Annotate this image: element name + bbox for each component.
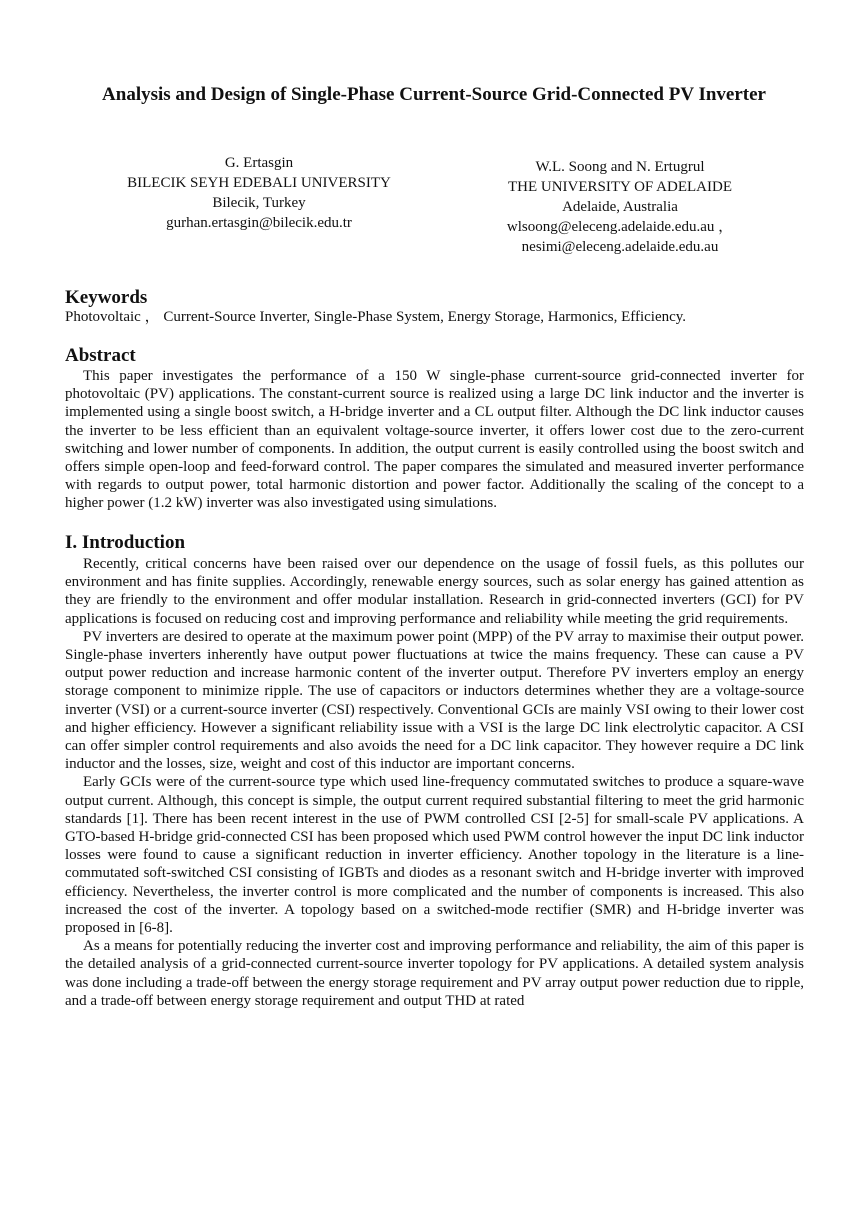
introduction-paragraph: As a means for potentially reducing the inverter cost and improving performance and reliability, the aim of this paper is the detailed analysis of a grid-connected current-source inverter topology for PV applications. A detailed system analysis was done including a trade-off between the energy storage requirement and PV array output power reduction due to ripple, and a trade-off between energy storage requirement and output THD at rated (65, 938, 804, 1009)
introduction-paragraph: Early GCIs were of the current-source type which used line-frequency commutated switches to produce a square-wave output current. Although, this concept is simple, the output current required substantial filtering to meet the grid harmonic standards [1]. There has been recent interest in the use of PWM controlled CSI [2-5] for small-scale PV applications. A GTO-based H-bridge grid-connected CSI has been proposed which used PWM control however the input DC link inductor losses were found to cause a significant reduction in inverter efficiency. Another topology in the literature is a line-commutated soft-switched CSI consisting of IGBTs and diodes as a resonant switch and H-bridge inverter with improved efficiency. Nevertheless, the inverter control is more complicated and the number of components is increased. This also increased the cost of the inverter. A topology based on a switched-mode rectifier (SMR) and H-bridge inverter was proposed in [6-8]. (65, 774, 804, 937)
author-block-left (104, 153, 414, 233)
author-name: G. Ertasgin (224, 155, 294, 171)
abstract-heading: Abstract (65, 345, 136, 366)
author-name: W.L. Soong and N. Ertugrul (535, 159, 705, 175)
keywords-heading: Keywords (65, 287, 148, 308)
author-email: wlsoong@eleceng.adelaide.edu.au ， (506, 219, 734, 235)
author-location: Adelaide, Australia (562, 199, 678, 215)
abstract-text: This paper investigates the performance of a 150 W single-phase current-source grid-connected inverter for photovoltaic (PV) applications. The constant-current source is realized using a large DC link inductor and the inverter is implemented using a single boost switch, a H-bridge inverter and a CL output filter. Although the DC link inductor causes the inverter to be less efficient than an equivalent voltage-source inverter, it offers lower cost due to the zero-current switching and lower number of components. In addition, the output current is easily controlled using the boost switch and offers simple open-loop and feed-forward control. The paper compares the simulated and measured inverter performance with regards to output power, total harmonic distortion and power factor. Additionally the scaling of the concept to a higher power (1.2 kW) inverter was also investigated using simulations. (65, 368, 804, 512)
introduction-paragraph: Recently, critical concerns have been raised over our dependence on the usage of fossil fuels, as this pollutes our environment and has finite supplies. Accordingly, renewable energy sources, such as solar energy has gained attention as they are friendly to the environment and offer modular installation. Research in grid-connected inverters (GCI) for PV applications is focused on reducing cost and improving performance and reliability while meeting the grid requirements. (65, 556, 804, 627)
author-email: gurhan.ertasgin@bilecik.edu.tr (166, 215, 352, 231)
introduction-heading: I. Introduction (65, 532, 186, 553)
introduction-paragraph: PV inverters are desired to operate at the maximum power point (MPP) of the PV array to maximise their output power. Single-phase inverters inherently have output power fluctuations at twice the mains frequency. These can cause a PV output power reduction and increase harmonic content of the inverter output. Therefore PV inverters employ an energy storage component to minimize ripple. The use of capacitors or inductors determines whether they are a voltage-source inverter (VSI) or a current-source inverter (CSI) respectively. Conventional GCIs are mainly VSI owing to their lower cost and higher efficiency. However a significant reliability issue with a VSI is the large DC link electrolytic capacitor. A CSI can offer simpler control requirements and also avoids the need for a DC link capacitor. They however require a DC link inductor and the losses, size, weight and cost of this inductor are important concerns. (65, 628, 804, 773)
paper-title: Analysis and Design of Single-Phase Current-Source Grid-Connected PV Inverter (102, 84, 766, 105)
author-institution: BILECIK SEYH EDEBALI UNIVERSITY (127, 175, 391, 191)
introduction-body (65, 555, 804, 1010)
author-email: nesimi@eleceng.adelaide.edu.au (521, 239, 719, 255)
author-location: Bilecik, Turkey (212, 195, 306, 211)
author-institution: THE UNIVERSITY OF ADELAIDE (507, 179, 732, 195)
author-block-right (470, 157, 770, 257)
keywords-text: Photovoltaic ， Current-Source Inverter, Single-Phase System, Energy Storage, Harmonics, Efficiency. (65, 309, 687, 325)
